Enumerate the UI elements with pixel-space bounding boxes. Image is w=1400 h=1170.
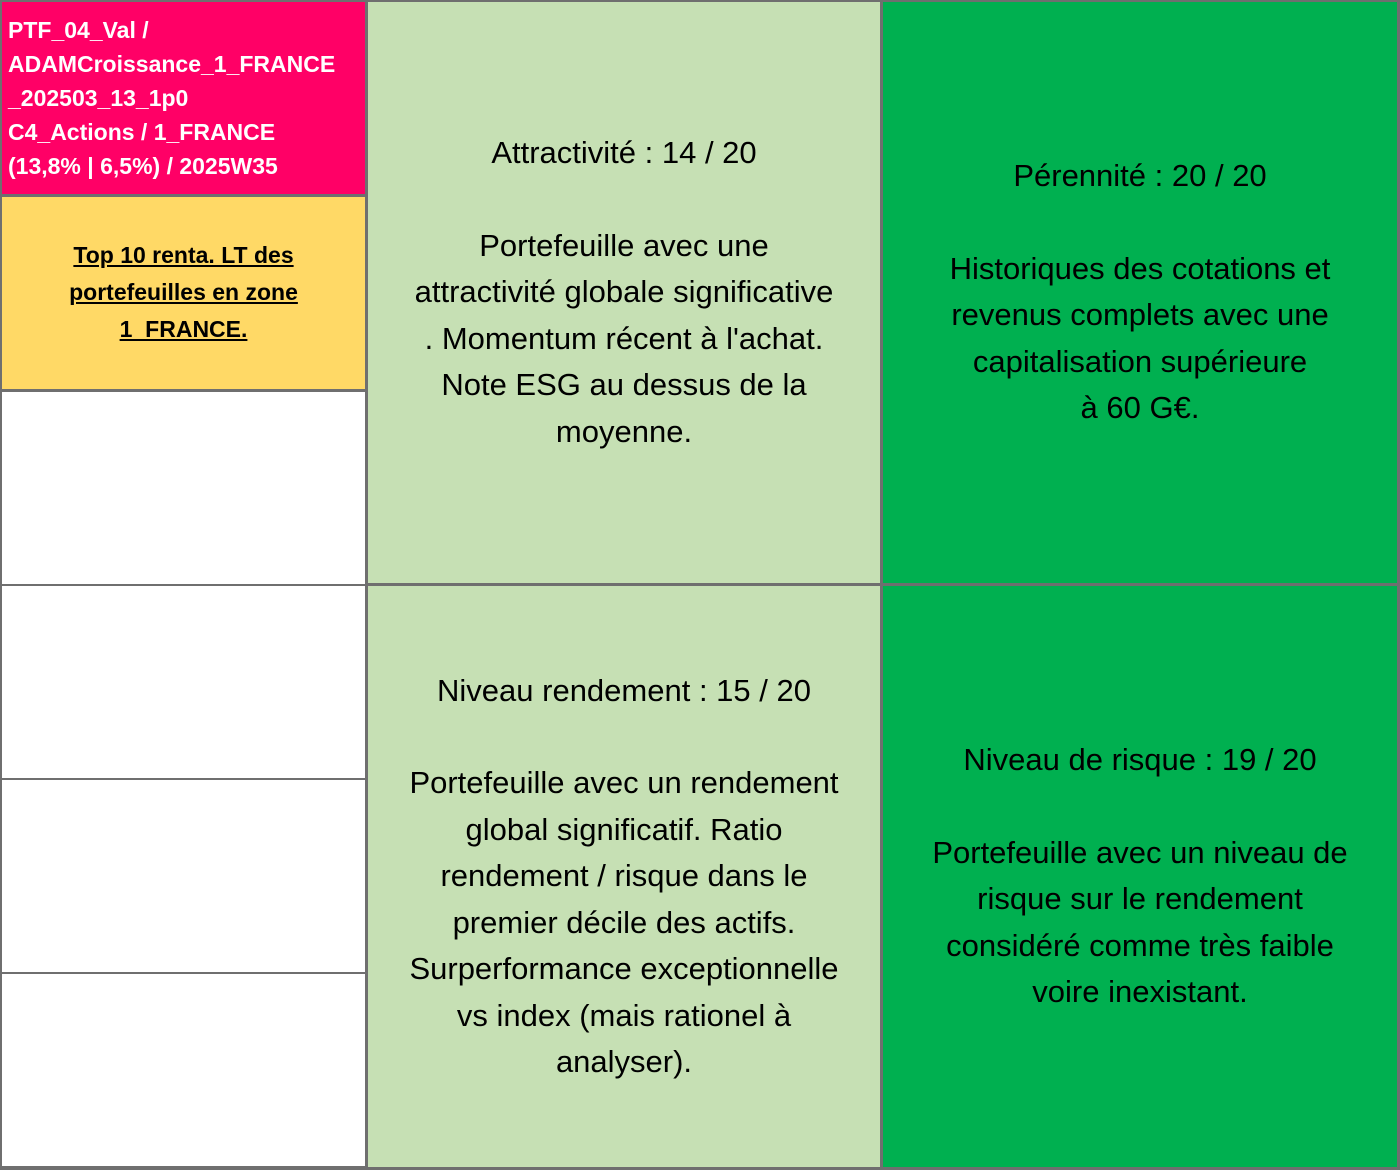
- attractivite-description-line: Portefeuille avec une: [479, 227, 769, 263]
- perennite-description-line: à 60 G€.: [1080, 390, 1200, 426]
- attractivite-description-line: . Momentum récent à l'achat.: [424, 320, 824, 356]
- rendement-description-line: global significatif. Ratio: [465, 811, 783, 847]
- risque-score-cell: [883, 586, 1397, 1167]
- rendement-description-line: rendement / risque dans le: [440, 858, 808, 893]
- portfolio-title-line: C4_Actions / 1_FRANCE: [8, 119, 276, 145]
- attractivite-description-line: Note ESG au dessus de la: [441, 367, 807, 402]
- risque-description-line: voire inexistant.: [1032, 974, 1248, 1010]
- portfolio-title-cell: [2, 2, 365, 194]
- perennite-description-line: revenus complets avec une: [951, 297, 1329, 333]
- perennite-description-line: capitalisation supérieure: [972, 343, 1308, 379]
- perennite-score-cell: [883, 2, 1397, 583]
- rendement-description-line: analyser).: [555, 1044, 693, 1079]
- risque-description-line: Portefeuille avec un niveau de: [932, 834, 1348, 870]
- empty-cell: [2, 780, 365, 972]
- attractivite-description-line: moyenne.: [555, 413, 693, 449]
- attractivite-description-line: attractivité globale significative: [414, 274, 834, 309]
- portfolio-title-line: (13,8% | 6,5%) / 2025W35: [8, 153, 278, 179]
- empty-cell: [2, 586, 365, 778]
- top-ranking-link-line[interactable]: portefeuilles en zone: [69, 279, 298, 305]
- rendement-description-line: vs index (mais rationel à: [456, 997, 792, 1033]
- attractivite-score-title: Attractivité : 14 / 20: [491, 135, 757, 170]
- empty-cell: [2, 392, 365, 584]
- top-ranking-link-line[interactable]: Top 10 renta. LT des: [73, 242, 294, 268]
- attractivite-score-cell: [368, 2, 880, 583]
- rendement-description-line: premier décile des actifs.: [452, 904, 796, 940]
- empty-cell: [2, 974, 365, 1166]
- top-ranking-cell[interactable]: [2, 197, 365, 389]
- rendement-description-line: Portefeuille avec un rendement: [409, 765, 839, 800]
- perennite-description-line: Historiques des cotations et: [949, 250, 1331, 286]
- portfolio-title-line: _202503_13_1p0: [8, 85, 189, 111]
- portfolio-title-line: ADAMCroissance_1_FRANCE: [8, 51, 336, 77]
- perennite-score-title: Pérennité : 20 / 20: [1013, 158, 1267, 194]
- rendement-score-cell: [368, 586, 880, 1167]
- rendement-description-line: Surperformance exceptionnelle: [409, 951, 839, 986]
- portfolio-title-line: PTF_04_Val /: [8, 17, 149, 43]
- rendement-score-title: Niveau rendement : 15 / 20: [437, 672, 811, 708]
- risque-description-line: considéré comme très faible: [946, 927, 1334, 963]
- top-ranking-link-line[interactable]: 1_FRANCE.: [119, 316, 248, 342]
- risque-description-line: risque sur le rendement: [977, 881, 1303, 917]
- risque-score-title: Niveau de risque : 19 / 20: [963, 742, 1317, 778]
